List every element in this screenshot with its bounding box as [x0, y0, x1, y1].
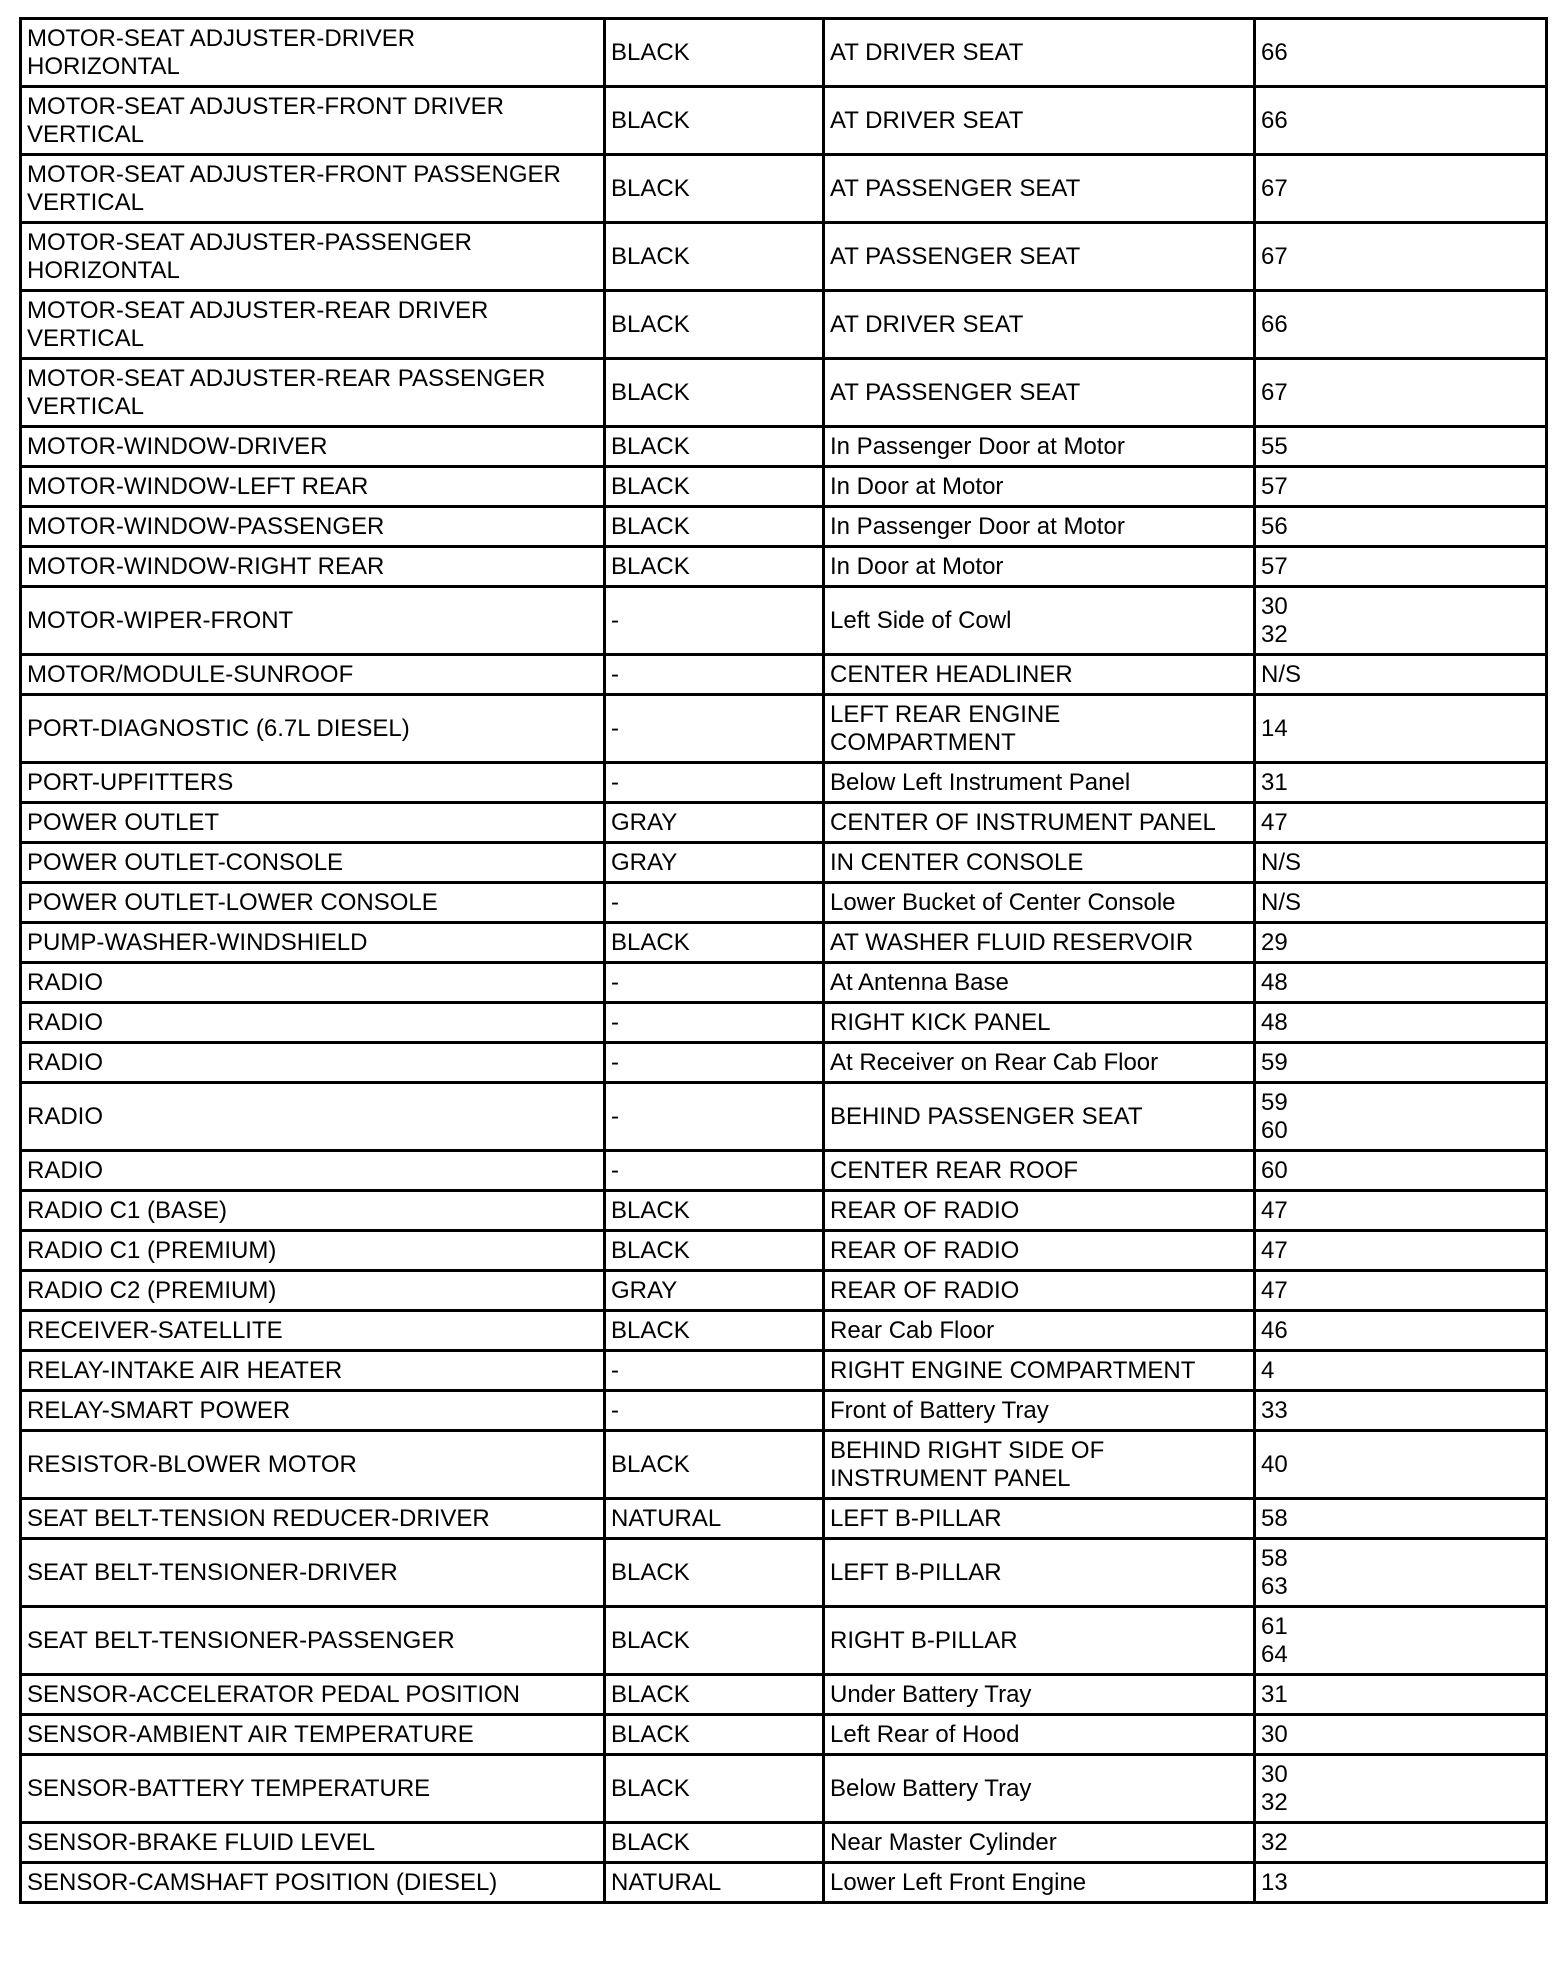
connector-color-cell: BLACK [605, 923, 824, 963]
page-number-cell: 33 [1255, 1391, 1547, 1431]
location-cell: In Door at Motor [824, 547, 1255, 587]
location-cell: LEFT B-PILLAR [824, 1539, 1255, 1607]
connector-color-cell: BLACK [605, 507, 824, 547]
location-cell: RIGHT KICK PANEL [824, 1003, 1255, 1043]
location-cell: At Antenna Base [824, 963, 1255, 1003]
component-cell: POWER OUTLET-LOWER CONSOLE [21, 883, 605, 923]
table-row [21, 587, 1547, 655]
table-row [21, 1539, 1547, 1607]
component-cell: PORT-UPFITTERS [21, 763, 605, 803]
connector-color-cell: - [605, 587, 824, 655]
component-cell: RADIO [21, 1003, 605, 1043]
connector-color-cell: - [605, 1043, 824, 1083]
connector-color-cell: BLACK [605, 19, 824, 87]
page-number-cell: N/S [1255, 655, 1547, 695]
connector-color-cell: BLACK [605, 359, 824, 427]
table-row [21, 223, 1547, 291]
connector-color-cell: - [605, 1003, 824, 1043]
page-number-cell: N/S [1255, 883, 1547, 923]
location-cell: In Door at Motor [824, 467, 1255, 507]
page-number-cell: 30 32 [1255, 587, 1547, 655]
component-cell: PORT-DIAGNOSTIC (6.7L DIESEL) [21, 695, 605, 763]
component-cell: SEAT BELT-TENSION REDUCER-DRIVER [21, 1499, 605, 1539]
page-number-cell: 40 [1255, 1431, 1547, 1499]
location-cell: Below Left Instrument Panel [824, 763, 1255, 803]
connector-color-cell: BLACK [605, 547, 824, 587]
location-cell: LEFT B-PILLAR [824, 1499, 1255, 1539]
page-number-cell: 48 [1255, 963, 1547, 1003]
connector-color-cell: NATURAL [605, 1499, 824, 1539]
location-cell: Left Side of Cowl [824, 587, 1255, 655]
table-row [21, 1083, 1547, 1151]
table-row [21, 843, 1547, 883]
table-row [21, 1311, 1547, 1351]
page-number-cell: 14 [1255, 695, 1547, 763]
table-row [21, 655, 1547, 695]
component-cell: SENSOR-BRAKE FLUID LEVEL [21, 1823, 605, 1863]
page-number-cell: 57 [1255, 547, 1547, 587]
page-number-cell: 48 [1255, 1003, 1547, 1043]
page-number-cell: 30 32 [1255, 1755, 1547, 1823]
component-cell: SENSOR-AMBIENT AIR TEMPERATURE [21, 1715, 605, 1755]
connector-color-cell: BLACK [605, 87, 824, 155]
location-cell: REAR OF RADIO [824, 1271, 1255, 1311]
connector-location-page [19, 17, 1545, 1904]
location-cell: RIGHT B-PILLAR [824, 1607, 1255, 1675]
table-row [21, 359, 1547, 427]
table-row [21, 803, 1547, 843]
page-number-cell: 47 [1255, 1271, 1547, 1311]
table-row [21, 547, 1547, 587]
table-row [21, 1231, 1547, 1271]
location-cell: AT WASHER FLUID RESERVOIR [824, 923, 1255, 963]
location-cell: At Receiver on Rear Cab Floor [824, 1043, 1255, 1083]
page-number-cell: N/S [1255, 843, 1547, 883]
connector-color-cell: BLACK [605, 155, 824, 223]
page-number-cell: 67 [1255, 359, 1547, 427]
page-number-cell: 47 [1255, 1231, 1547, 1271]
location-cell: In Passenger Door at Motor [824, 427, 1255, 467]
location-cell: Lower Left Front Engine [824, 1863, 1255, 1903]
table-row [21, 1823, 1547, 1863]
table-row [21, 155, 1547, 223]
connector-color-cell: - [605, 695, 824, 763]
location-cell: Rear Cab Floor [824, 1311, 1255, 1351]
page-number-cell: 61 64 [1255, 1607, 1547, 1675]
component-cell: MOTOR-SEAT ADJUSTER-REAR PASSENGER VERTICAL [21, 359, 605, 427]
connector-location-table [19, 17, 1548, 1904]
table-row [21, 1043, 1547, 1083]
page-number-cell: 59 60 [1255, 1083, 1547, 1151]
component-cell: MOTOR-WINDOW-DRIVER [21, 427, 605, 467]
location-cell: AT DRIVER SEAT [824, 19, 1255, 87]
connector-color-cell: - [605, 1151, 824, 1191]
connector-color-cell: BLACK [605, 1539, 824, 1607]
table-row [21, 695, 1547, 763]
connector-color-cell: BLACK [605, 223, 824, 291]
location-cell: RIGHT ENGINE COMPARTMENT [824, 1351, 1255, 1391]
page-number-cell: 46 [1255, 1311, 1547, 1351]
table-row [21, 883, 1547, 923]
table-row [21, 291, 1547, 359]
page-number-cell: 31 [1255, 763, 1547, 803]
connector-color-cell: - [605, 963, 824, 1003]
location-cell: LEFT REAR ENGINE COMPARTMENT [824, 695, 1255, 763]
location-cell: Lower Bucket of Center Console [824, 883, 1255, 923]
component-cell: SEAT BELT-TENSIONER-DRIVER [21, 1539, 605, 1607]
location-cell: CENTER HEADLINER [824, 655, 1255, 695]
table-row [21, 1675, 1547, 1715]
table-row [21, 87, 1547, 155]
connector-color-cell: BLACK [605, 1755, 824, 1823]
connector-color-cell: BLACK [605, 427, 824, 467]
location-cell: Front of Battery Tray [824, 1391, 1255, 1431]
location-cell: CENTER REAR ROOF [824, 1151, 1255, 1191]
page-number-cell: 56 [1255, 507, 1547, 547]
component-cell: RADIO C1 (PREMIUM) [21, 1231, 605, 1271]
table-row [21, 507, 1547, 547]
component-cell: MOTOR-WINDOW-LEFT REAR [21, 467, 605, 507]
page-number-cell: 58 [1255, 1499, 1547, 1539]
page-number-cell: 67 [1255, 155, 1547, 223]
page-number-cell: 60 [1255, 1151, 1547, 1191]
location-cell: Near Master Cylinder [824, 1823, 1255, 1863]
page-number-cell: 66 [1255, 291, 1547, 359]
table-row [21, 1191, 1547, 1231]
page-number-cell: 58 63 [1255, 1539, 1547, 1607]
component-cell: SENSOR-ACCELERATOR PEDAL POSITION [21, 1675, 605, 1715]
page-number-cell: 66 [1255, 19, 1547, 87]
component-cell: RELAY-INTAKE AIR HEATER [21, 1351, 605, 1391]
page-number-cell: 47 [1255, 803, 1547, 843]
component-cell: MOTOR-SEAT ADJUSTER-DRIVER HORIZONTAL [21, 19, 605, 87]
connector-color-cell: - [605, 1391, 824, 1431]
table-row [21, 1431, 1547, 1499]
location-cell: AT PASSENGER SEAT [824, 223, 1255, 291]
component-cell: POWER OUTLET-CONSOLE [21, 843, 605, 883]
location-cell: AT DRIVER SEAT [824, 87, 1255, 155]
component-cell: RADIO [21, 963, 605, 1003]
location-cell: CENTER OF INSTRUMENT PANEL [824, 803, 1255, 843]
component-cell: MOTOR-WIPER-FRONT [21, 587, 605, 655]
location-cell: BEHIND PASSENGER SEAT [824, 1083, 1255, 1151]
table-row [21, 1863, 1547, 1903]
component-cell: MOTOR-SEAT ADJUSTER-FRONT DRIVER VERTICAL [21, 87, 605, 155]
component-cell: MOTOR-SEAT ADJUSTER-FRONT PASSENGER VERTICAL [21, 155, 605, 223]
table-row [21, 1151, 1547, 1191]
connector-color-cell: BLACK [605, 1191, 824, 1231]
page-number-cell: 55 [1255, 427, 1547, 467]
component-cell: RESISTOR-BLOWER MOTOR [21, 1431, 605, 1499]
component-cell: POWER OUTLET [21, 803, 605, 843]
location-cell: AT PASSENGER SEAT [824, 359, 1255, 427]
component-cell: RADIO [21, 1043, 605, 1083]
connector-color-cell: - [605, 1351, 824, 1391]
component-cell: MOTOR-WINDOW-RIGHT REAR [21, 547, 605, 587]
component-cell: RADIO [21, 1083, 605, 1151]
connector-color-cell: NATURAL [605, 1863, 824, 1903]
page-number-cell: 13 [1255, 1863, 1547, 1903]
location-cell: Under Battery Tray [824, 1675, 1255, 1715]
page-number-cell: 32 [1255, 1823, 1547, 1863]
component-cell: RELAY-SMART POWER [21, 1391, 605, 1431]
connector-color-cell: - [605, 655, 824, 695]
component-cell: RADIO C1 (BASE) [21, 1191, 605, 1231]
connector-color-cell: - [605, 763, 824, 803]
connector-color-cell: BLACK [605, 1311, 824, 1351]
table-row [21, 1271, 1547, 1311]
table-row [21, 923, 1547, 963]
page-number-cell: 4 [1255, 1351, 1547, 1391]
location-cell: Left Rear of Hood [824, 1715, 1255, 1755]
component-cell: MOTOR-WINDOW-PASSENGER [21, 507, 605, 547]
connector-color-cell: BLACK [605, 1607, 824, 1675]
connector-color-cell: - [605, 883, 824, 923]
component-cell: MOTOR-SEAT ADJUSTER-PASSENGER HORIZONTAL [21, 223, 605, 291]
table-row [21, 1003, 1547, 1043]
location-cell: Below Battery Tray [824, 1755, 1255, 1823]
table-row [21, 1499, 1547, 1539]
location-cell: BEHIND RIGHT SIDE OF INSTRUMENT PANEL [824, 1431, 1255, 1499]
table-body [21, 19, 1547, 1903]
page-number-cell: 57 [1255, 467, 1547, 507]
component-cell: MOTOR/MODULE-SUNROOF [21, 655, 605, 695]
connector-color-cell: - [605, 1083, 824, 1151]
table-row [21, 427, 1547, 467]
connector-color-cell: GRAY [605, 1271, 824, 1311]
table-row [21, 1607, 1547, 1675]
table-row [21, 1351, 1547, 1391]
connector-color-cell: BLACK [605, 1823, 824, 1863]
component-cell: SENSOR-BATTERY TEMPERATURE [21, 1755, 605, 1823]
table-row [21, 467, 1547, 507]
connector-color-cell: BLACK [605, 467, 824, 507]
component-cell: RECEIVER-SATELLITE [21, 1311, 605, 1351]
page-number-cell: 66 [1255, 87, 1547, 155]
component-cell: SEAT BELT-TENSIONER-PASSENGER [21, 1607, 605, 1675]
page-number-cell: 31 [1255, 1675, 1547, 1715]
page-number-cell: 67 [1255, 223, 1547, 291]
page-number-cell: 29 [1255, 923, 1547, 963]
component-cell: PUMP-WASHER-WINDSHIELD [21, 923, 605, 963]
table-row [21, 963, 1547, 1003]
connector-color-cell: GRAY [605, 843, 824, 883]
component-cell: SENSOR-CAMSHAFT POSITION (DIESEL) [21, 1863, 605, 1903]
location-cell: AT PASSENGER SEAT [824, 155, 1255, 223]
location-cell: IN CENTER CONSOLE [824, 843, 1255, 883]
table-row [21, 1391, 1547, 1431]
table-row [21, 1715, 1547, 1755]
connector-color-cell: BLACK [605, 1715, 824, 1755]
component-cell: RADIO [21, 1151, 605, 1191]
location-cell: In Passenger Door at Motor [824, 507, 1255, 547]
connector-color-cell: BLACK [605, 1231, 824, 1271]
table-row [21, 19, 1547, 87]
page-number-cell: 59 [1255, 1043, 1547, 1083]
table-row [21, 1755, 1547, 1823]
location-cell: REAR OF RADIO [824, 1191, 1255, 1231]
table-row [21, 763, 1547, 803]
page-number-cell: 30 [1255, 1715, 1547, 1755]
page-number-cell: 47 [1255, 1191, 1547, 1231]
component-cell: RADIO C2 (PREMIUM) [21, 1271, 605, 1311]
connector-color-cell: GRAY [605, 803, 824, 843]
connector-color-cell: BLACK [605, 1675, 824, 1715]
location-cell: REAR OF RADIO [824, 1231, 1255, 1271]
connector-color-cell: BLACK [605, 291, 824, 359]
connector-color-cell: BLACK [605, 1431, 824, 1499]
location-cell: AT DRIVER SEAT [824, 291, 1255, 359]
component-cell: MOTOR-SEAT ADJUSTER-REAR DRIVER VERTICAL [21, 291, 605, 359]
